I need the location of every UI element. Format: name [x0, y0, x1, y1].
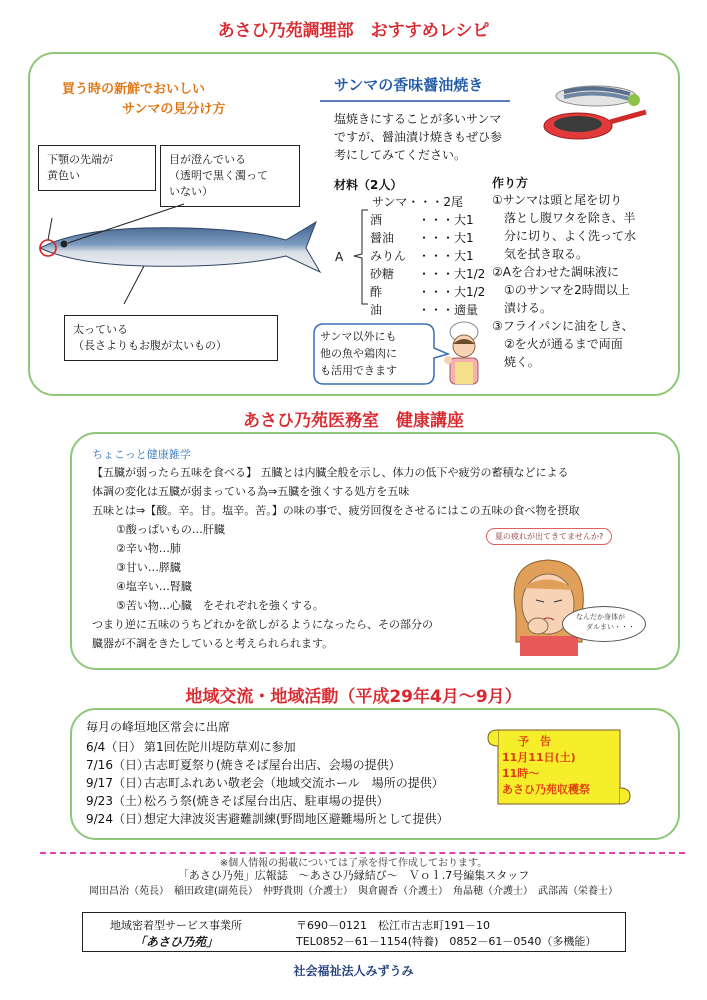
saury-fish-image — [34, 200, 324, 305]
facility-type: 地域密着型サービス事業所 — [110, 919, 242, 932]
ingredient-list: 酒 ・・・大1 醤油 ・・・大1 みりん ・・・大1 砂糖 ・・・大1/2 酢 ・・・大1/2 油 ・・・適量 — [370, 213, 486, 317]
community-section-title: 地域交流・地域活動（平成29年4月～9月） — [185, 687, 522, 707]
fish-guide-title-1: 買う時の新鮮でおいしい — [62, 82, 206, 97]
fatigue-bubble: 夏の疲れが出てきてませんか? — [486, 528, 612, 545]
ingredient-brace-icon — [344, 206, 370, 308]
staff-title: 「あさひ乃苑」広報誌 ～あさひ乃縁結び～ Ｖｏｌ.7号編集スタッフ — [177, 869, 530, 882]
page-title: あさひ乃苑調理部 おすすめレシピ — [217, 21, 490, 41]
privacy-note: ※個人情報の掲載については了承を得て作成しております。 — [219, 858, 488, 869]
staff-list: 岡田昌治（苑長） 稲田政建(副苑長） 仲野貴則（介護士） 與倉麗香（介護士） 角晶穂（介護士） 武部茜（栄養士） — [89, 886, 618, 897]
address: 〒690－0121 松江市古志町191－10 — [296, 919, 490, 932]
recipe-title: サンマの香味醤油焼き — [334, 76, 484, 94]
tired-speech-text: なんだか身体が ダルまい・・・ — [576, 613, 635, 631]
callout-fat: 太っている （長さよりもお腹が太いもの） — [64, 315, 278, 361]
fish-guide-title-2: サンマの見分け方 — [122, 102, 226, 117]
recipe-title-underline — [320, 100, 510, 102]
health-body: 【五臓が弱ったら五味を食べる】 五臓とは内臓全般を示し、体力の低下や疲労の蓄積などによる 体調の変化は五臓が弱まっている為⇒五臓を強くする処方を五味 五味とは⇒【酸。辛。甘。塩辛。苦。】の味の事で、疲労回復をさせるにはこの五味の食べ物を摂取 ①酸っぱいもの…肝臓 ②辛い物…肺 ③甘い…膵臓 ④塩辛い…腎臓 ⑤苦い物…心臓 をそれぞれを強くする。 つまり逆に五味のうちどれかを欲しがるようになったら、その部分の 臓器が不調をきたしていると考えられられます。 — [92, 466, 580, 650]
list-item: 9/17（日）古志町ふれあい敬老会（地域交流ホール 場所の提供） — [86, 776, 444, 790]
list-item: 9/23（土）松ろう祭(焼きそば屋台出店、駐車場の提供） — [86, 794, 389, 808]
event-list — [86, 738, 449, 828]
announcement-text: 予 告 11月11日(土) 11時～ あさひ乃苑収穫祭 — [502, 735, 590, 796]
telephone: TEL0852－61－1154(特養) 0852－61－0540（多機能） — [296, 935, 597, 948]
list-item: 7/16（日）古志町夏祭り(焼きそば屋台出店、会場の提供） — [86, 758, 401, 772]
recipe-intro: 塩焼きにすることが多いサンマ ですが、醤油漬け焼きもぜひ参 考にしてみてください。 — [334, 112, 503, 162]
method-title: 作り方 — [492, 176, 529, 190]
ingredients-title: 材料（2人） — [334, 178, 403, 192]
chef-woman-image — [440, 316, 490, 386]
list-item: 6/4（日） 第1回佐陀川堤防草刈に参加 — [86, 740, 296, 754]
group-label: A — [335, 250, 344, 264]
health-subtitle: ちょこっと健康雑学 — [92, 448, 191, 461]
list-item: 9/24（日）想定大津波災害避難訓練(野間地区避難場所として提供） — [86, 812, 449, 826]
facility-name: 「あさひ乃苑」 — [134, 935, 219, 949]
callout-jaw: 下顎の先端が 黄色い — [38, 145, 156, 191]
health-section-title: あさひ乃苑医務室 健康講座 — [243, 411, 464, 431]
organization-name: 社会福祉法人みずうみ — [293, 964, 414, 978]
frying-pan-image — [530, 78, 650, 148]
community-intro: 毎月の峰垣地区常会に出席 — [86, 720, 231, 734]
method-steps: ①サンマは頭と尾を切り 落とし腹ワタを除き、半 分に切り、よく洗って水 気を拭き取る。 ②Aを合わせた調味液に ①のサンマを2時間以上 漬ける。 ③フライパンに油をしき、 ②を火が通るまで両面 焼く。 — [492, 193, 637, 369]
callout-eye: 目が澄んでいる （透明で黒く濁って いない） — [160, 145, 300, 207]
tired-woman-image — [498, 552, 598, 656]
main-ingredient: サンマ・・・2尾 — [372, 195, 464, 209]
speech-bubble-text: サンマ以外にも 他の魚や鶏肉に も活用できます — [320, 330, 397, 377]
